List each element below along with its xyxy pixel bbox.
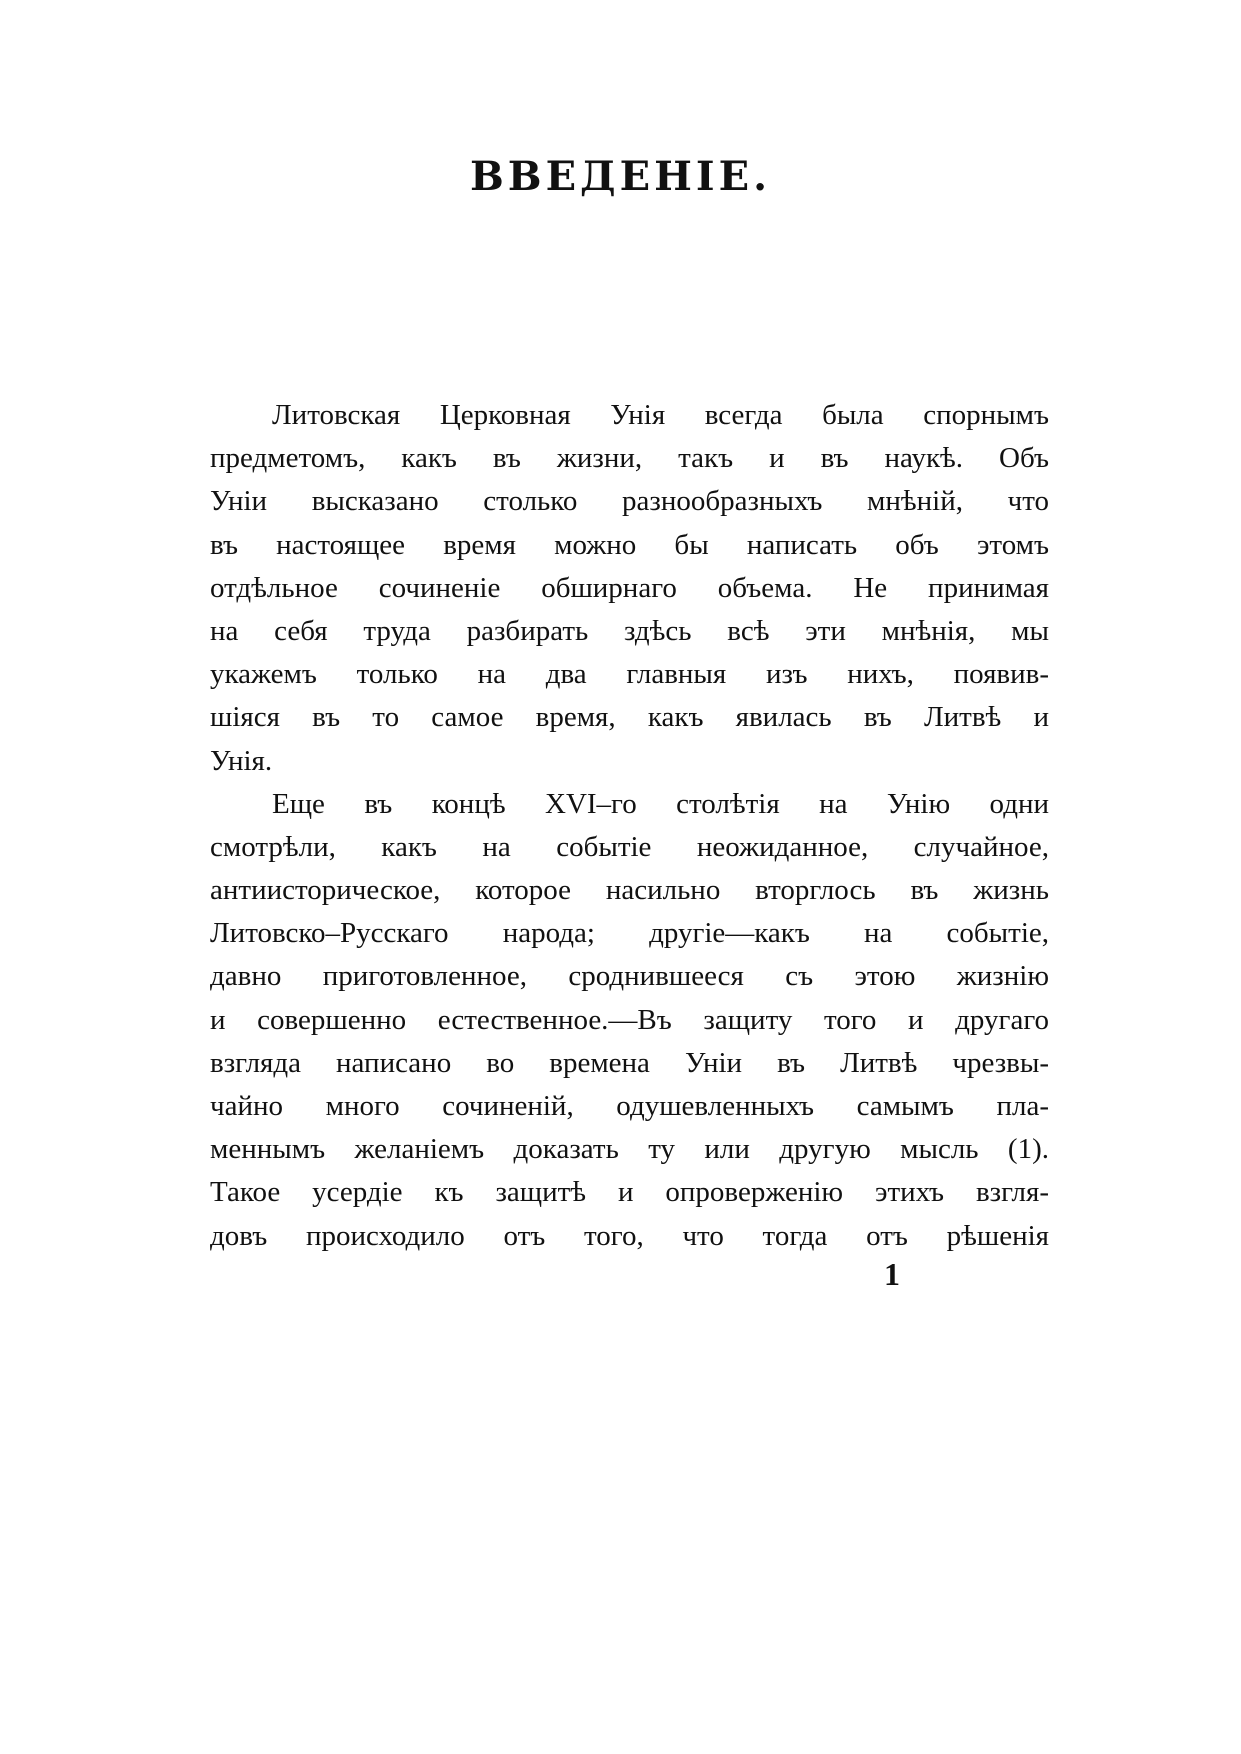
text-line: Унiя.	[210, 744, 273, 777]
paragraph-2	[210, 783, 1049, 1258]
text-line: меннымъ желанiемъ доказать ту или другую мысль (1).	[210, 1133, 1049, 1166]
text-line: въ настоящее время можно бы написать объ этомъ	[210, 528, 1049, 561]
text-line: давно приготовленное, сроднившееся съ этою жизнiю	[210, 960, 1049, 993]
text-line: укажемъ только на два главныя изъ нихъ, появив-	[210, 658, 1049, 691]
text-line: отдѣльное сочиненiе обширнаго объема. Не принимая	[210, 571, 1049, 604]
text-line: Еще въ концѣ XVI–го столѣтiя на Унiю одни	[272, 787, 1049, 820]
text-line: взгляда написано во времена Унiи въ Литвѣ чрезвы-	[210, 1046, 1049, 1079]
text-line: чайно много сочиненiй, одушевленныхъ самымъ пла-	[210, 1090, 1049, 1122]
text-line: антиисторическое, которое насильно вторглось въ жизнь	[210, 874, 1049, 907]
text-line: Литовско–Русскаго народа; другiе—какъ на событiе,	[210, 917, 1049, 950]
text-line: довъ происходило отъ того, что тогда отъ рѣшенiя	[210, 1219, 1049, 1252]
chapter-title: ВВЕДЕНIЕ.	[469, 153, 772, 200]
text-line: Литовская Церковная Унiя всегда была спорнымъ	[272, 399, 1049, 431]
text-line: смотрѣли, какъ на событiе неожиданное, случайное,	[210, 830, 1049, 863]
text-line: шiяся въ то самое время, какъ явилась въ Литвѣ и	[210, 701, 1049, 734]
paragraph-1	[210, 394, 1049, 783]
page-number: 1	[884, 1256, 900, 1292]
text-line: предметомъ, какъ въ жизни, такъ и въ наукѣ. Объ	[210, 442, 1049, 475]
text-line: Унiи высказано столько разнообразныхъ мнѣнiй, что	[210, 485, 1049, 518]
text-line: Такое усердiе къ защитѣ и опроверженiю этихъ взгля-	[210, 1176, 1049, 1209]
text-line: и совершенно естественное.—Въ защиту того и другаго	[210, 1003, 1049, 1036]
body-text	[210, 394, 1049, 1258]
text-line: на себя труда разбирать здѣсь всѣ эти мнѣнiя, мы	[210, 614, 1049, 647]
